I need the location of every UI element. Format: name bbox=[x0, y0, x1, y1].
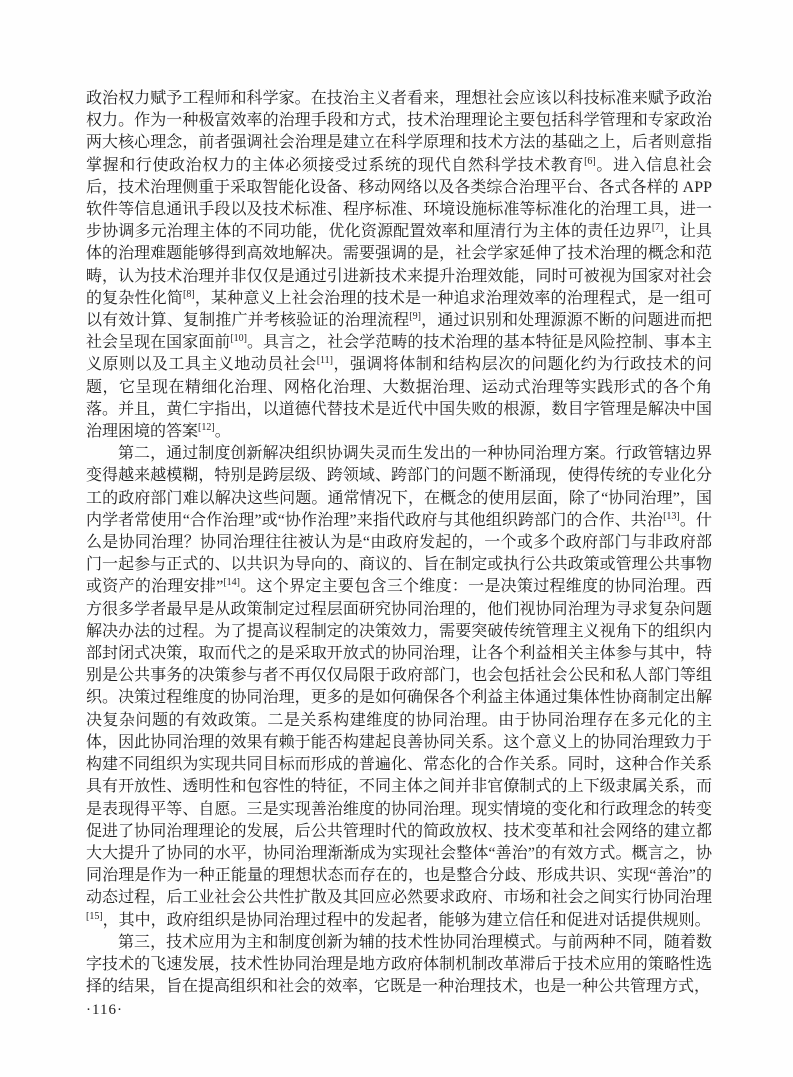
citation-superscript: [7] bbox=[651, 222, 664, 234]
article-text bbox=[86, 88, 712, 998]
citation-superscript: [13] bbox=[663, 510, 680, 522]
citation-superscript: [10] bbox=[230, 333, 247, 345]
page-number: ·116· bbox=[86, 1002, 123, 1019]
citation-superscript: [11] bbox=[316, 355, 333, 367]
citation-superscript: [6] bbox=[584, 155, 596, 167]
paragraph: 第三，技术应用为主和制度创新为辅的技术性协同治理模式。与前两种不同，随着数字技术的飞速发展，技术性协同治理是地方政府体制机制改革滞后于技术应用的策略性选择的结果，旨在提高组织和社会的效率，它既是一种治理技术，也是一种公共管理方式， bbox=[86, 933, 712, 996]
paragraph: 政治权力赋予工程师和科学家。在技治主义者看来，理想社会应该以科技标准来赋予政治权力。作为一种极富效率的治理手段和方式，技术治理理论主要包括科学管理和专家政治两大核心理念，前者强调社会治理是建立在科学原理和技术方法的基础之上，后者则意指掌握和行使政治权力的主体必须接受过系统的现代自然科学技术教育[6]。进入信息社会后，技术治理侧重于采取智能化设备、移动网络以及各类综合治理平台、各式各样的 APP 软件等信息通讯手段以及技术标准、程序标准、环境设施标准等标准化的治理工具，进一步协调多元治理主体的不同功能，优化资源配置效率和厘清行为主体的责任边界[7]，让具体的治理难题能够得到高效地解决。需要强调的是，社会学家延伸了技术治理的概念和范畴，认为技术治理并非仅仅是通过引进新技术来提升治理效能，同时可被视为国家对社会的复杂性化简[8]，某种意义上社会治理的技术是一种追求治理效率的治理程式，是一组可以有效计算、复制推广并考核验证的治理流程[9]，通过识别和处理源源不断的问题进而把社会呈现在国家面前[10]。具言之，社会学范畴的技术治理的基本特征是风险控制、事本主义原则以及工具主义地动员社会[11]，强调将体制和结构层次的问题化约为行政技术的问题，它呈现在精细化治理、网格化治理、大数据治理、运动式治理等实践形式的各个角落。并且，黄仁宇指出，以道德代替技术是近代中国失败的根源，数目字管理是解决中国治理困境的答案[12]。 bbox=[86, 90, 712, 441]
citation-superscript: [8] bbox=[183, 288, 195, 300]
citation-superscript: [15] bbox=[86, 910, 103, 922]
citation-superscript: [9] bbox=[409, 311, 421, 323]
paragraph: 第二，通过制度创新解决组织协调失灵而生发出的一种协同治理方案。行政管辖边界变得越来越模糊，特别是跨层级、跨领域、跨部门的问题不断涌现，使得传统的专业化分工的政府部门难以解决这些问题。通常情况下，在概念的使用层面，除了“协同治理”，国内学者常使用“合作治理”或“协作治理”来指代政府与其他组织跨部门的合作、共治[13]。什么是协同治理？协同治理往往被认为是“由政府发起的，一个或多个政府部门与非政府部门一起参与正式的、以共识为导向的、商议的、旨在制定或执行公共政策或管理公共事物或资产的治理安排”[14]。这个界定主要包含三个维度：一是决策过程维度的协同治理。西方很多学者最早是从政策制定过程层面研究协同治理的，他们视协同治理为寻求复杂问题解决办法的过程。为了提高议程制定的决策效力，需要突破传统管理主义视角下的组织内部封闭式决策，取而代之的是采取开放式的协同治理，让各个利益相关主体参与其中，特别是公共事务的决策参与者不再仅仅局限于政府部门，也会包括社会公民和私人部门等组织。决策过程维度的协同治理，更多的是如何确保各个利益主体通过集体性协商制定出解决复杂问题的有效政策。二是关系构建维度的协同治理。由于协同治理存在多元化的主体，因此协同治理的效果有赖于能否构建起良善协同关系。这个意义上的协同治理致力于构建不同组织为实现共同目标而形成的普遍化、常态化的合作关系。同时，这种合作关系具有开放性、透明性和包容性的特征，不同主体之间并非官僚制式的上下级隶属关系，而是表现得平等、自愿。三是实现善治维度的协同治理。现实情境的变化和行政理念的转变促进了协同治理理论的发展，后公共管理时代的简政放权、技术变革和社会网络的建立都大大提升了协同的水平，协同治理渐渐成为实现社会整体“善治”的有效方式。概言之，协同治理是作为一种正能量的理想状态而存在的，也是整合分歧、形成共识、实现“善治”的动态过程，后工业社会公共性扩散及其回应必然要求政府、市场和社会之间实行协同治理[15]，其中，政府组织是协同治理过程中的发起者，能够为建立信任和促进对话提供规则。 bbox=[86, 445, 712, 929]
citation-superscript: [14] bbox=[223, 577, 240, 589]
citation-superscript: [12] bbox=[198, 422, 215, 434]
